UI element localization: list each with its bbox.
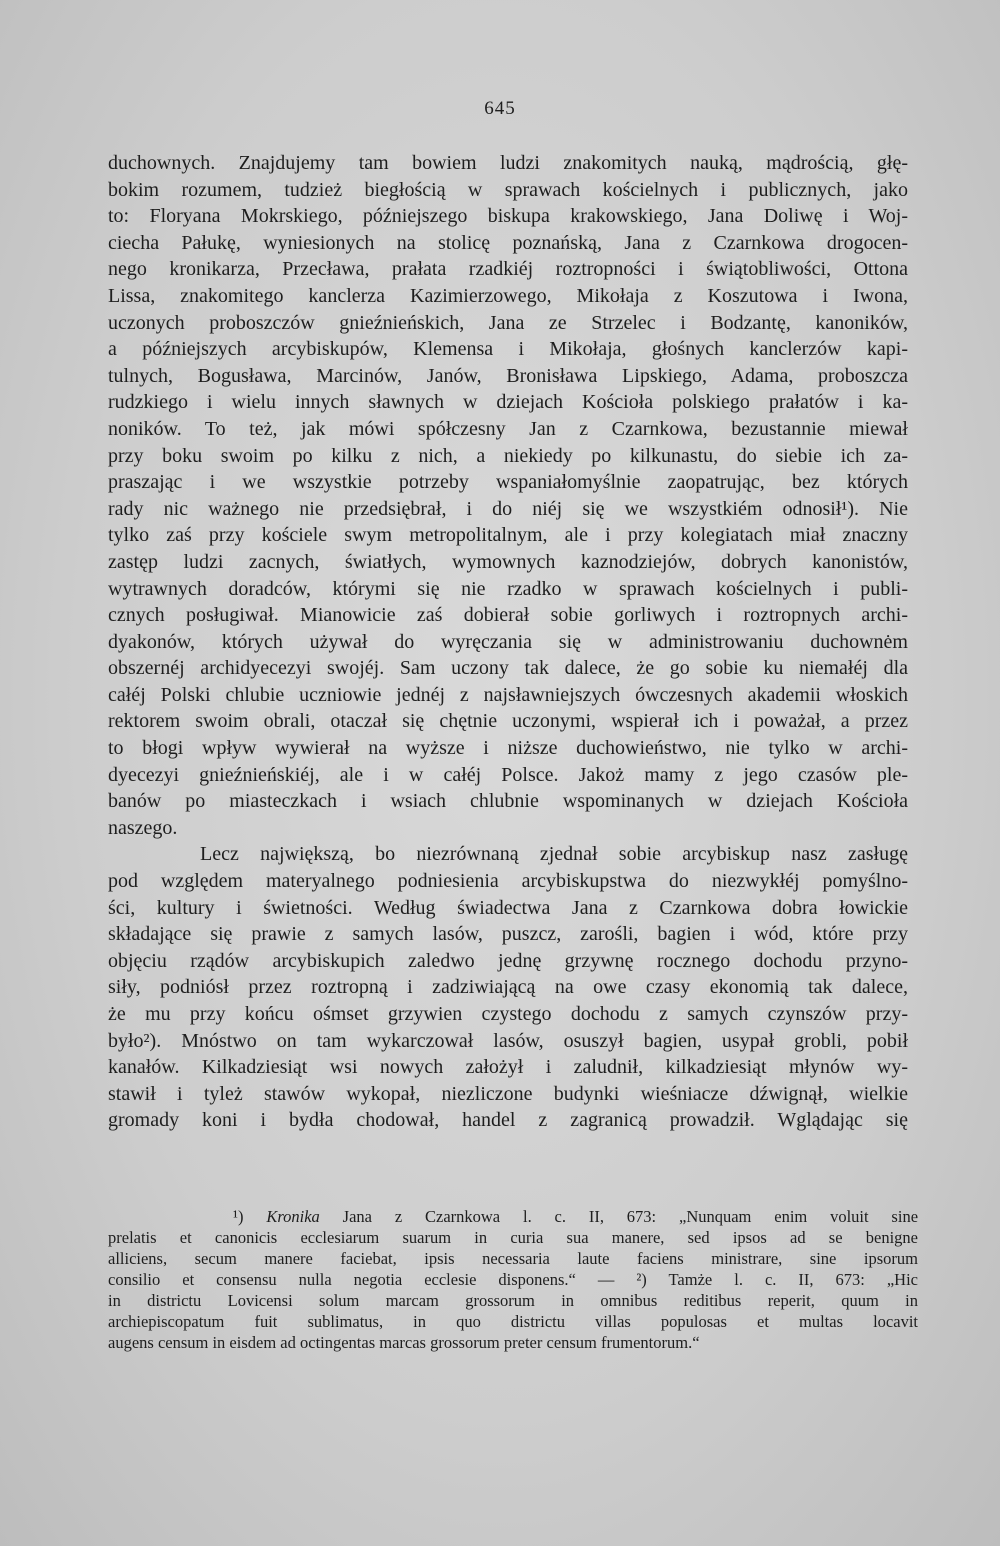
text-line: noników. To też, jak mówi spółczesny Jan z Czarnkowa, bezustannie miewał bbox=[108, 417, 908, 440]
text-line: dyakonów, których używał do wyręczania się w administrowaniu duchownėm bbox=[108, 630, 908, 653]
text-line: rektorem swoim obrali, otaczał się chętnie uczonymi, wspierał ich i poważał, a przez bbox=[108, 710, 908, 733]
text-line: Lecz największą, bo niezrównaną zjednał sobie arcybiskup nasz zasługę bbox=[200, 843, 908, 866]
text-line: ciecha Pałukę, wyniesionych na stolicę poznańską, Jana z Czarnkowa drogocen- bbox=[108, 231, 908, 254]
text-line: to: Floryana Mokrskiego, późniejszego biskupa krakowskiego, Jana Doliwę i Woj- bbox=[108, 205, 908, 228]
text-line: rady nic ważnego nie przedsiębrał, i do niéj się we wszystkiém odnosił¹). Nie bbox=[108, 497, 908, 520]
footnote-line bbox=[108, 1206, 918, 1227]
text-line: uczonych proboszczów gnieźnieńskich, Jana ze Strzelec i Bodzantę, kanoników, bbox=[108, 311, 908, 334]
text-line: kanałów. Kilkadziesiąt wsi nowych założył i zaludnił, kilkadziesiąt młynów wy- bbox=[108, 1056, 908, 1079]
text-line: cznych posługiwał. Mianowicie zaś dobierał sobie gorliwych i roztropnych archi- bbox=[108, 604, 908, 627]
text-line: wytrawnych doradców, którymi się nie rzadko w sprawach kościelnych i publi- bbox=[108, 577, 908, 600]
text-line: dyecezyi gnieźnieńskiéj, ale i w całéj Polsce. Jakoż mamy z jego czasów ple- bbox=[108, 763, 908, 786]
text-line: tylko zaś przy kościele swym metropolitalnym, ale i przy kolegiatach miał znaczny bbox=[108, 524, 908, 547]
text-line: siły, podniósł przez roztropną i zadziwiającą na owe czasy ekonomią tak dalece, bbox=[108, 976, 908, 999]
text-line: tulnych, Bogusława, Marcinów, Janów, Bronisława Lipskiego, Adama, proboszcza bbox=[108, 364, 908, 387]
text-line: naszego. bbox=[108, 816, 178, 839]
text-line: składające się prawie z samych lasów, puszcz, zarośli, bagien i wód, które przy bbox=[108, 923, 908, 946]
text-line: pod względem materyalnego podniesienia arcybiskupstwa do niezwykłéj pomyślno- bbox=[108, 870, 908, 893]
text-line: objęciu rządów arcybiskupich zaledwo jednę grzywnę rocznego dochodu przyno- bbox=[108, 949, 908, 972]
footnote-line: prelatis et canonicis ecclesiarum suarum in curia sua manere, sed ipsos ad se benigne bbox=[108, 1228, 918, 1247]
text-line: było²). Mnóstwo on tam wykarczował lasów, osuszył bagien, usypał grobli, pobił bbox=[108, 1029, 908, 1052]
text-line: Lissa, znakomitego kanclerza Kazimierzowego, Mikołaja z Koszutowa i Iwona, bbox=[108, 284, 908, 307]
footnote-marker: ¹) bbox=[233, 1207, 244, 1226]
text-line: zastęp ludzi zacnych, światłych, wymownych kaznodziejów, dobrych kanonistów, bbox=[108, 550, 908, 573]
footnote-line: alliciens, secum manere faciebat, ipsis necessaria laute faciens ministrare, sine ipsorum bbox=[108, 1249, 918, 1268]
text-line: bokim rozumem, tudzież biegłością w sprawach kościelnych i publicznych, jako bbox=[108, 178, 908, 201]
text-line: duchownych. Znajdujemy tam bowiem ludzi znakomitych nauką, mądrością, głę- bbox=[108, 152, 908, 174]
footnote-line: archiepiscopatum fuit sublimatus, in quo districtu villas populosas et multas locavit bbox=[108, 1312, 918, 1331]
text-line: a późniejszych arcybiskupów, Klemensa i Mikołaja, głośnych kanclerzów kapi- bbox=[108, 338, 908, 361]
footnote-line: consilio et consensu nulla negotia ecclesie disponens.“ — ²) Tamże l. c. II, 673: „Hic bbox=[108, 1270, 918, 1289]
footnote-source-title: Kronika bbox=[266, 1207, 320, 1226]
footnote-line: in districtu Lovicensi solum marcam grossorum in omnibus reditibus reperit, quum in bbox=[108, 1291, 918, 1310]
text-line: to błogi wpływ wywierał na wyższe i niższe duchowieństwo, nie tylko w archi- bbox=[108, 737, 908, 760]
text-line: przy boku swoim po kilku z nich, a niekiedy po kilkunastu, do siebie ich za- bbox=[108, 444, 908, 467]
text-line: praszając i we wszystkie potrzeby wspaniałomyślnie zaopatrując, bez których bbox=[108, 471, 908, 494]
text-line: obszernéj archidyecezyi swojéj. Sam uczony tak dalece, że go sobie ku niemałéj dla bbox=[108, 657, 908, 680]
text-line: że mu przy końcu ośmset grzywien czystego dochodu z samych czynszów przy- bbox=[108, 1003, 908, 1025]
footnote-line: augens censum in eisdem ad octingentas marcas grossorum preter censum frumentorum.“ bbox=[108, 1333, 700, 1352]
footnote-text: Jana z Czarnkowa l. c. II, 673: „Nunquam enim voluit sine bbox=[342, 1207, 919, 1226]
footnotes bbox=[108, 1206, 918, 1353]
text-line: stawił i tyleż stawów wykopał, niezliczone budynki wieśniacze dźwignął, wielkie bbox=[108, 1082, 908, 1105]
text-line: banów po miasteczkach i wsiach chlubnie wspominanych w dziejach Kościoła bbox=[108, 790, 908, 813]
text-line: rudzkiego i wielu innych sławnych w dziejach Kościoła polskiego prałatów i ka- bbox=[108, 391, 908, 414]
text-line: gromady koni i bydła chodował, handel z zagranicą prowadził. Wglądając się bbox=[108, 1109, 908, 1132]
text-line: nego kronikarza, Przecława, prałata rzadkiéj roztropności i świątobliwości, Ottona bbox=[108, 258, 908, 281]
text-line: całéj Polski chlubie uczniowie jednéj z najsławniejszych ówczesnych akademii włoskich bbox=[108, 683, 908, 706]
text-line: ści, kultury i świetności. Według świadectwa Jana z Czarnkowa dobra łowickie bbox=[108, 896, 908, 919]
page-number: 645 bbox=[484, 98, 516, 119]
body-text bbox=[108, 150, 908, 1134]
